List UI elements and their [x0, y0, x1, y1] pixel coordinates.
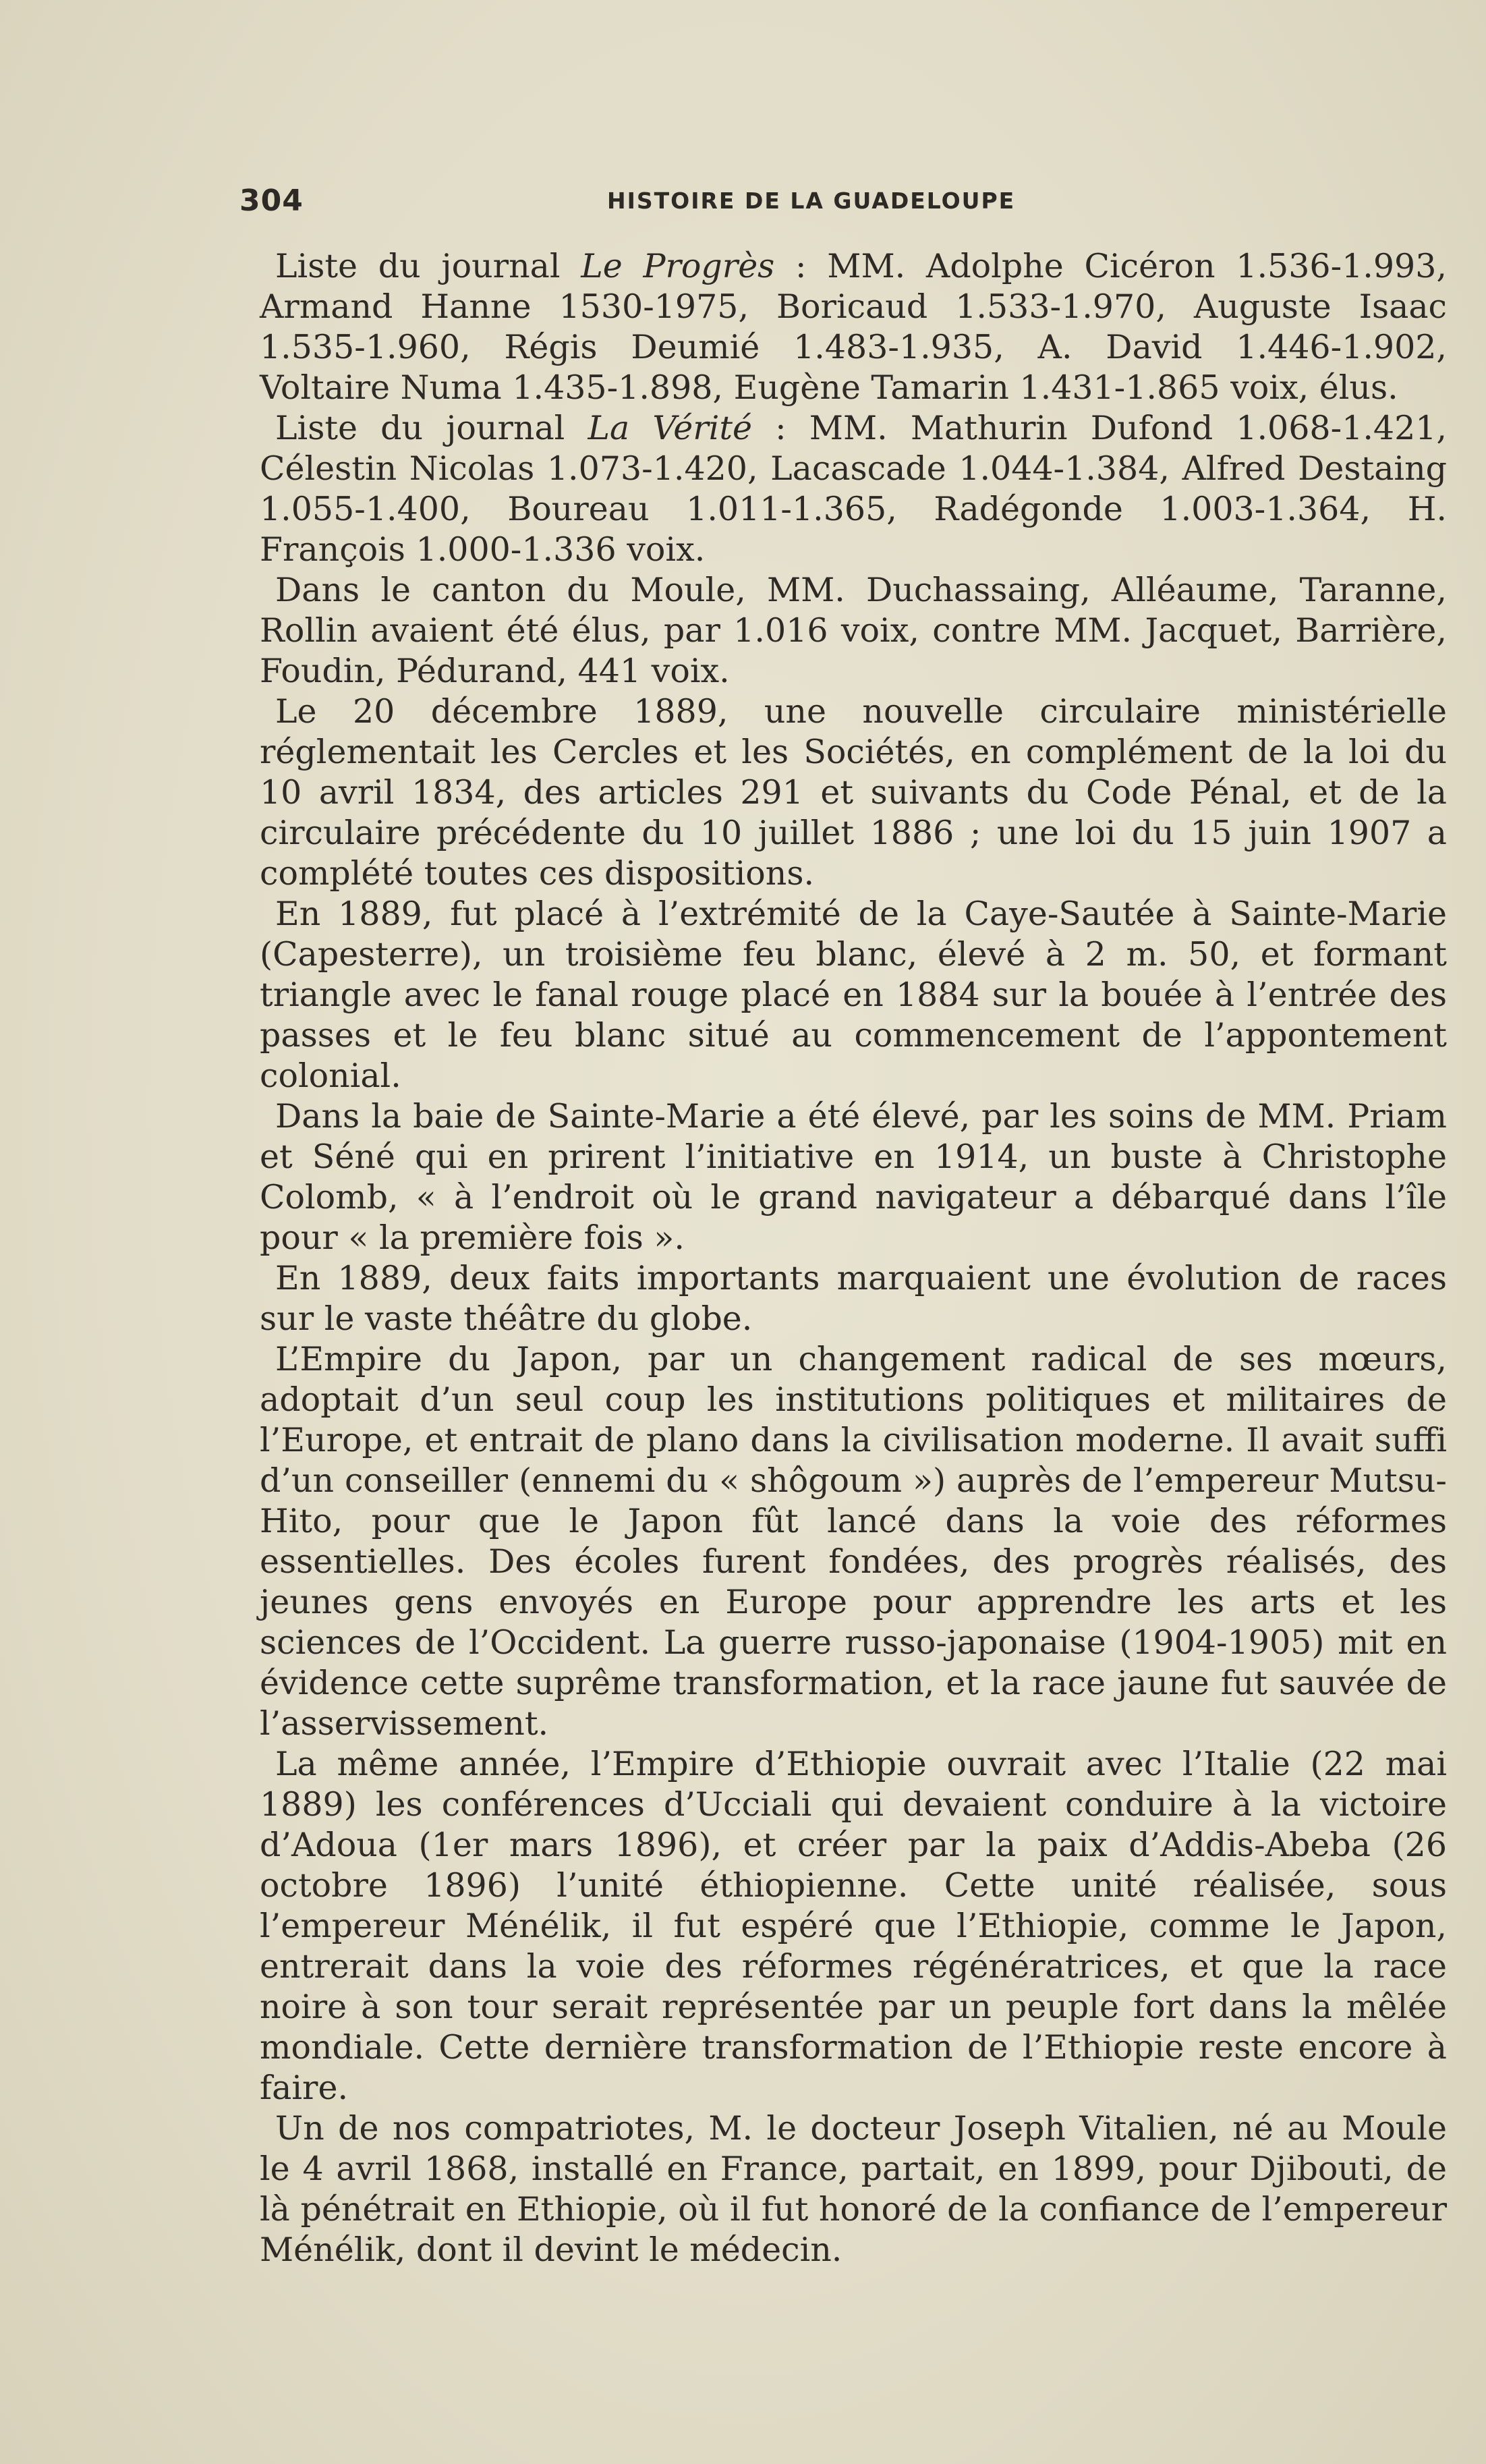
- paragraph-vitalien: Un de nos compatriotes, M. le docteur Joseph Vitalien, né au Moule le 4 avril 1868, installé en France, partait, en 1899, pour Djibouti, de là pénétrait en Ethiopie, où il fut honoré de la confiance de l’empereur Ménélik, dont il devint le médecin.: [260, 2109, 1447, 2269]
- page-number: 304: [239, 184, 304, 218]
- paragraph-ethiopie: La même année, l’Empire d’Ethiopie ouvrait avec l’Italie (22 mai 1889) les conférences d’Ucciali qui devaient conduire à la victoire d’Adoua (1er mars 1896), et créer par la paix d’Addis-Abeba (26 octobre 1896) l’unité éthiopienne. Cette unité réalisée, sous l’empereur Ménélik, il fut espéré que l’Ethiopie, comme le Japon, entrerait dans la voie des réformes régénératrices, et que la race noire à son tour serait représentée par un peuple fort dans la mêlée mondiale. Cette dernière transformation de l’Ethiopie reste encore à faire.: [260, 1745, 1447, 2107]
- paragraph-le-progres-list: [260, 246, 1447, 408]
- paragraph-circulaire: Le 20 décembre 1889, une nouvelle circulaire ministérielle réglementait les Cercles et les Sociétés, en complément de la loi du 10 avril 1834, des articles 291 et suivants du Code Pénal, et de la circulaire précédente du 10 juillet 1886 ; une loi du 15 juin 1907 a complété toutes ces dispositions.: [260, 692, 1447, 893]
- paragraph-japon: L’Empire du Japon, par un changement radical de ses mœurs, adoptait d’un seul coup les institutions politiques et militaires de l’Europe, et entrait de plano dans la civilisation moderne. Il avait suffi d’un conseiller (ennemi du « shôgoum ») auprès de l’empereur Mutsu-Hito, pour que le Japon fût lancé dans la voie des réformes essentielles. Des écoles furent fondées, des progrès réalisés, des jeunes gens envoyés en Europe pour apprendre les arts et les sciences de l’Occident. La guerre russo-japonaise (1904-1905) mit en évidence cette suprême transformation, et la race jaune fut sauvée de l’asservissement.: [260, 1340, 1447, 1743]
- paragraph-canton-moule: Dans le canton du Moule, MM. Duchassaing, Alléaume, Taranne, Rollin avaient été élus, par 1.016 voix, contre MM. Jacquet, Barrière, Foudin, Pédurand, 441 voix.: [260, 571, 1447, 690]
- paragraph-text: Liste du journal: [275, 409, 588, 447]
- body-text: [260, 246, 1447, 2270]
- paragraph-feu-blanc: En 1889, fut placé à l’extrémité de la Caye-Sautée à Sainte-Marie (Capesterre), un troisième feu blanc, élevé à 2 m. 50, et formant triangle avec le fanal rouge placé en 1884 sur la bouée à l’entrée des passes et le feu blanc situé au commencement de l’appontement colonial.: [260, 895, 1447, 1095]
- paragraph-la-verite-list: [260, 408, 1447, 570]
- newspaper-title: Le Progrès: [581, 247, 775, 285]
- paragraph-buste-colomb: Dans la baie de Sainte-Marie a été élevé, par les soins de MM. Priam et Séné qui en prirent l’initiative en 1914, un buste à Christophe Colomb, « à l’endroit où le grand navigateur a débarqué dans l’île pour « la première fois ».: [260, 1097, 1447, 1257]
- page-header: [239, 177, 1218, 224]
- newspaper-title: La Vérité: [588, 409, 753, 447]
- paragraph-text: : MM. Mathurin Dufond 1.068-1.421, Célestin Nicolas 1.073-1.420, Lacascade 1.044-1.384, Alfred Destaing 1.055-1.400, Boureau 1.011-1.365, Radégonde 1.003-1.364, H. François 1.000-1.336 voix.: [260, 409, 1447, 569]
- paragraph-text: : MM. Adolphe Cicéron 1.536-1.993, Armand Hanne 1530-1975, Boricaud 1.533-1.970, Auguste Isaac 1.535-1.960, Régis Deumié 1.483-1.935, A. David 1.446-1.902, Voltaire Numa 1.435-1.898, Eugène Tamarin 1.431-1.865 voix, élus.: [260, 247, 1447, 407]
- running-title: HISTOIRE DE LA GUADELOUPE: [607, 188, 1016, 214]
- paragraph-deux-faits: En 1889, deux faits importants marquaient une évolution de races sur le vaste théâtre du globe.: [260, 1259, 1447, 1338]
- paragraph-text: Liste du journal: [275, 247, 581, 285]
